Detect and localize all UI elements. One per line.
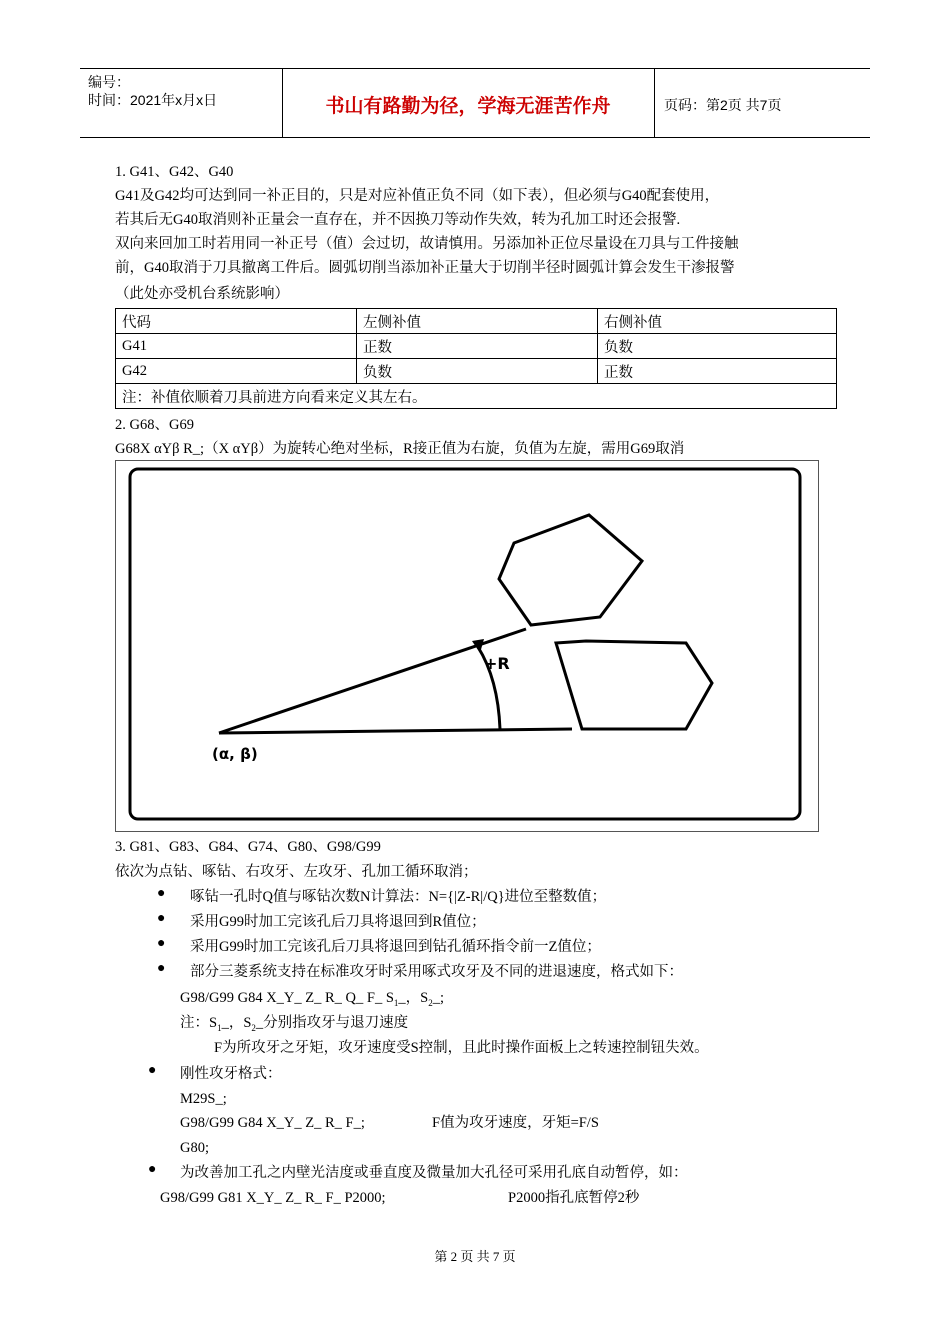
table-cell: 负数 — [357, 359, 598, 384]
table-cell: 正数 — [598, 359, 837, 384]
bullet-text: 刚性攻牙格式： — [180, 1066, 282, 1082]
rotation-figure — [115, 460, 819, 832]
header-left — [88, 73, 217, 109]
section2-heading: 2. G68、G69 — [115, 417, 194, 433]
bullet-text: 啄钻一孔时Q值与啄钻次数N计算法：N={|Z-R|/Q}进位至整数值； — [190, 889, 607, 905]
table-row — [116, 334, 837, 359]
bullet-text: 部分三菱系统支持在标准攻牙时采用啄式攻牙及不同的进退速度，格式如下： — [190, 964, 683, 980]
bullet-text: 采用G99时加工完该孔后刀具将退回到R值位； — [190, 914, 486, 930]
rotation-diagram — [116, 461, 818, 831]
table-cell: G41 — [116, 334, 357, 359]
mitsubishi-note: 注：$S_1\_$，$S_2\_$分别指攻牙与退刀速度 — [180, 1015, 409, 1033]
section1-line: 双向来回加工时若用同一补正号（值）会过切，故请慎用。另添加补正位尽量设在刀具与工件接触 — [115, 236, 739, 252]
motto: 书山有路勤为径，学海无涯苦作舟 — [325, 95, 611, 117]
page-label: 页码：第2页 共7页 — [664, 97, 782, 113]
table-header-cell: 左侧补值 — [357, 309, 598, 334]
table-note-row — [116, 384, 837, 409]
table-cell: 正数 — [357, 334, 598, 359]
table-cell: G42 — [116, 359, 357, 384]
section1-line: （此处亦受机台系统影响） — [115, 286, 289, 302]
rigid-comment: F值为攻牙速度，牙矩=F/S — [432, 1115, 599, 1131]
figure-frame — [130, 469, 800, 819]
original-hexagon — [556, 641, 712, 729]
rigid-line: M29S_; — [180, 1091, 227, 1107]
base-line — [219, 729, 572, 733]
rotated-hexagon — [499, 515, 642, 625]
angle-label: +R — [484, 654, 510, 673]
bullet-icon: ● — [157, 886, 166, 901]
bullet-text: 为改善加工孔之内壁光洁度或垂直度及微量加大孔径可采用孔底自动暂停，如： — [180, 1165, 688, 1181]
bullet-icon: ● — [157, 961, 166, 976]
number-label: 编号： — [88, 74, 130, 90]
bullet-icon: ● — [148, 1162, 157, 1177]
dwell-comment: P2000指孔底暂停2秒 — [508, 1190, 640, 1206]
dwell-code: G98/G99 G81 X_Y_ Z_ R_ F_ P2000; — [160, 1190, 386, 1206]
section2-line: G68X αYβ R_;（X αYβ）为旋转心绝对坐标，R接正值为右旋，负值为左旋，需用G69取消 — [115, 441, 685, 457]
bullet-icon: ● — [157, 936, 166, 951]
bullet-icon: ● — [157, 911, 166, 926]
section1-heading: 1. G41、G42、G40 — [115, 164, 234, 180]
f-line: F为所攻牙之牙矩，攻牙速度受S控制，且此时操作面板上之转速控制钮失效。 — [214, 1040, 709, 1056]
table-header-cell: 右侧补值 — [598, 309, 837, 334]
page-header — [80, 68, 870, 138]
bullet-text: 采用G99时加工完该孔后刀具将退回到钻孔循环指令前一Z值位； — [190, 939, 601, 955]
table-header-cell: 代码 — [116, 309, 357, 334]
bullet-icon: ● — [148, 1063, 157, 1078]
mitsubishi-format: G98/G99 G84 X_Y_ Z_ R_ Q_ F_ $S_1\_$，$S_2\_$; — [180, 990, 444, 1008]
rigid-line: G80; — [180, 1140, 209, 1156]
time-label: 时间：2021年x月x日 — [88, 92, 218, 108]
section1-line: 若其后无G40取消则补正量会一直存在，并不因换刀等动作失效，转为孔加工时还会报警. — [115, 212, 681, 228]
section3-heading: 3. G81、G83、G84、G74、G80、G98/G99 — [115, 839, 381, 855]
table-header-row — [116, 309, 837, 334]
origin-label: (α, β) — [212, 745, 258, 763]
section1-line: G41及G42均可达到同一补正目的，只是对应补值正负不同（如下表），但必须与G40配套使用， — [115, 188, 720, 204]
rigid-line: G98/G99 G84 X_Y_ Z_ R_ F_; — [180, 1115, 365, 1131]
header-divider — [654, 69, 655, 137]
table-note: 注：补值依顺着刀具前进方向看来定义其左右。 — [116, 384, 837, 409]
section1-line: 前，G40取消于刀具撤离工件后。圆弧切削当添加补正量大于切削半径时圆弧计算会发生干渗报警 — [115, 260, 735, 276]
page-footer: 第 2 页 共 7 页 — [434, 1249, 516, 1264]
section3-intro: 依次为点钻、啄钻、右攻牙、左攻牙、孔加工循环取消； — [115, 864, 478, 880]
table-row — [116, 359, 837, 384]
compensation-table — [115, 308, 837, 409]
table-cell: 负数 — [598, 334, 837, 359]
